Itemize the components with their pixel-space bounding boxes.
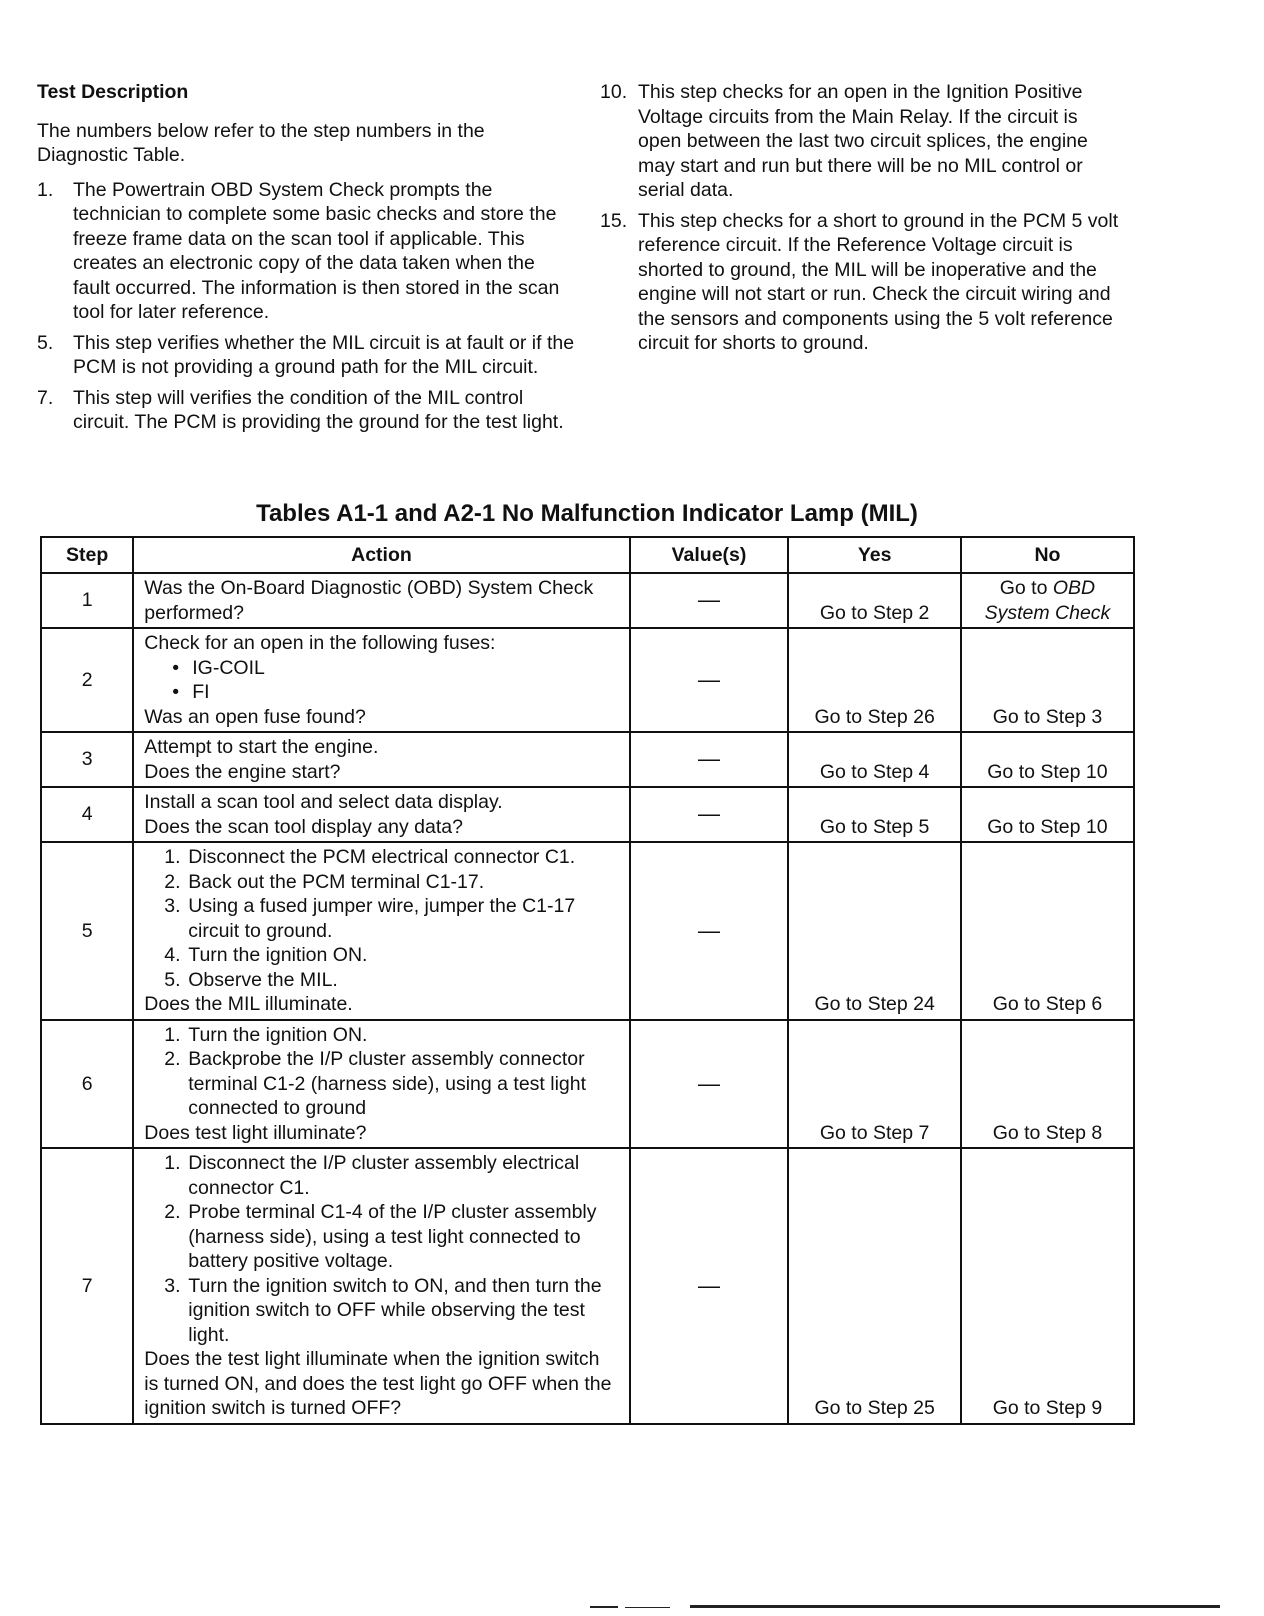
action-question: Does the scan tool display any data? <box>144 815 463 838</box>
yes-cell: Go to Step 26 <box>788 628 961 732</box>
no-cell <box>961 573 1134 628</box>
step-number: 4 <box>41 787 133 842</box>
substep-item <box>144 845 618 870</box>
table-row <box>41 628 1134 732</box>
note-number: 5. <box>37 331 54 354</box>
value-cell: — <box>630 842 789 1020</box>
yes-cell: Go to Step 4 <box>788 732 961 787</box>
no-cell: Go to Step 10 <box>961 787 1134 842</box>
action-question: Does the MIL illuminate. <box>144 993 353 1015</box>
action-cell <box>133 628 629 732</box>
substep-item <box>144 1274 618 1348</box>
header-step: Step <box>41 537 133 573</box>
note-text: This step will verifies the condition of the MIL control circuit. The PCM is providing the ground for the test light. <box>73 386 564 433</box>
step-number: 7 <box>41 1148 133 1424</box>
header-yes: Yes <box>788 537 961 573</box>
substep-text: Turn the ignition ON. <box>188 1023 368 1046</box>
substep-text: Backprobe the I/P cluster assembly connector terminal C1-2 (harness side), using a test light connected to ground <box>188 1048 587 1119</box>
yes-cell: Go to Step 24 <box>788 842 961 1020</box>
yes-cell: Go to Step 5 <box>788 787 961 842</box>
no-prefix: Go to <box>999 577 1053 599</box>
value-cell: — <box>630 787 789 842</box>
substep-item <box>144 1047 618 1121</box>
substep-text: Using a fused jumper wire, jumper the C1-17 circuit to ground. <box>188 895 576 942</box>
substep-item <box>144 968 618 993</box>
yes-cell: Go to Step 2 <box>788 573 961 628</box>
substep-text: Turn the ignition ON. <box>188 944 368 966</box>
action-lead: Install a scan tool and select data display. <box>144 791 503 813</box>
step-number: 5 <box>41 842 133 1020</box>
note-text: This step checks for a short to ground in the PCM 5 volt reference circuit. If the Reference Voltage circuit is shorted to ground, the MIL will be inoperative and the engine will not start or run. Check the circuit wiring and the sensors and components using the 5 volt reference circuit for shorts to ground. <box>638 209 1119 354</box>
substep-item <box>144 1023 618 1048</box>
substep-list <box>144 1151 618 1347</box>
value-cell: — <box>630 1148 789 1424</box>
substep-number: 1. <box>164 1023 181 1046</box>
footer-rule <box>625 1607 670 1608</box>
substep-item <box>144 1151 618 1200</box>
table-row <box>41 787 1134 842</box>
note-number: 1. <box>37 178 54 201</box>
step-number: 3 <box>41 732 133 787</box>
note-number: 7. <box>37 386 54 409</box>
notes-left-list <box>37 178 577 435</box>
footer-rule <box>690 1605 1220 1608</box>
note-number: 15. <box>600 209 628 232</box>
action-cell <box>133 787 629 842</box>
yes-cell: Go to Step 25 <box>788 1148 961 1424</box>
note-text: The Powertrain OBD System Check prompts the technician to complete some basic checks and store the freeze frame data on the scan tool if applicable. This creates an electronic copy of the data taken when the fault occurred. The information is then stored in the scan tool for later reference. <box>73 178 560 323</box>
test-description-right <box>600 80 1120 362</box>
note-item <box>600 209 1120 356</box>
table-header-row <box>41 537 1134 573</box>
table-row <box>41 1020 1134 1149</box>
action-question: Does the engine start? <box>144 760 341 783</box>
substep-number: 5. <box>164 968 181 991</box>
substep-text: Disconnect the PCM electrical connector C1. <box>188 846 576 868</box>
substep-number: 1. <box>164 846 181 868</box>
substep-text: Disconnect the I/P cluster assembly electrical connector C1. <box>188 1152 580 1199</box>
substep-item <box>144 943 618 968</box>
substep-number: 2. <box>164 1048 181 1070</box>
action-question: Does the test light illuminate when the ignition switch is turned ON, and does the test light go OFF when the ignition switch is turned OFF? <box>144 1348 612 1419</box>
no-cell: Go to Step 3 <box>961 628 1134 732</box>
step-number: 1 <box>41 573 133 628</box>
note-item <box>600 80 1120 203</box>
note-item <box>37 386 577 435</box>
footer-rule <box>590 1606 618 1608</box>
value-cell: — <box>630 628 789 732</box>
value-cell: — <box>630 732 789 787</box>
value-cell: — <box>630 573 789 628</box>
action-cell <box>133 573 629 628</box>
substep-number: 2. <box>164 1201 181 1223</box>
substep-text: Probe terminal C1-4 of the I/P cluster assembly (harness side), using a test light connected to battery positive voltage. <box>188 1201 597 1272</box>
yes-cell: Go to Step 7 <box>788 1020 961 1149</box>
no-cell: Go to Step 8 <box>961 1020 1134 1149</box>
action-question: Was the On-Board Diagnostic (OBD) System Check performed? <box>144 577 594 624</box>
table-row <box>41 842 1134 1020</box>
note-item <box>37 178 577 325</box>
test-description-left <box>37 80 577 441</box>
substep-list <box>144 845 618 992</box>
header-no: No <box>961 537 1134 573</box>
action-lead: Attempt to start the engine. <box>144 736 379 758</box>
action-lead: Check for an open in the following fuses: <box>144 632 496 654</box>
table-row <box>41 573 1134 628</box>
substep-list <box>144 1023 618 1121</box>
action-cell <box>133 1148 629 1424</box>
no-italic-link: OBD System Check <box>984 577 1111 624</box>
substep-number: 3. <box>164 1274 181 1297</box>
action-cell <box>133 732 629 787</box>
substep-item <box>144 1200 618 1274</box>
table-title: Tables A1-1 and A2-1 No Malfunction Indicator Lamp (MIL) <box>256 500 918 527</box>
substep-item <box>144 894 618 943</box>
substep-text: Observe the MIL. <box>188 968 338 991</box>
diagnostic-table <box>40 536 1135 1425</box>
action-question: Does test light illuminate? <box>144 1121 367 1144</box>
substep-number: 2. <box>164 870 181 893</box>
note-number: 10. <box>600 81 628 103</box>
table-row <box>41 1148 1134 1424</box>
note-text: This step checks for an open in the Ignition Positive Voltage circuits from the Main Relay. If the circuit is open between the last two circuit splices, the engine may start and run but there will be no MIL control or serial data. <box>638 81 1088 201</box>
test-description-heading: Test Description <box>37 81 189 103</box>
value-cell: — <box>630 1020 789 1149</box>
action-cell <box>133 1020 629 1149</box>
step-number: 2 <box>41 628 133 732</box>
header-action: Action <box>133 537 629 573</box>
substep-text: Turn the ignition switch to ON, and then turn the ignition switch to OFF while observing the test light. <box>188 1274 602 1346</box>
substep-number: 1. <box>164 1152 181 1174</box>
test-description-intro: The numbers below refer to the step numbers in the Diagnostic Table. <box>37 119 485 166</box>
substep-number: 3. <box>164 895 181 917</box>
substep-number: 4. <box>164 944 181 966</box>
fuse-bullet: • FI <box>144 680 618 705</box>
step-number: 6 <box>41 1020 133 1149</box>
table-row <box>41 732 1134 787</box>
no-cell: Go to Step 9 <box>961 1148 1134 1424</box>
note-item <box>37 331 577 380</box>
action-cell <box>133 842 629 1020</box>
header-values: Value(s) <box>630 537 789 573</box>
no-cell: Go to Step 6 <box>961 842 1134 1020</box>
substep-item <box>144 870 618 895</box>
notes-right-list <box>600 80 1120 356</box>
substep-text: Back out the PCM terminal C1-17. <box>188 870 485 893</box>
fuse-bullet: • IG-COIL <box>144 656 618 681</box>
no-cell: Go to Step 10 <box>961 732 1134 787</box>
action-question: Was an open fuse found? <box>144 705 366 728</box>
note-text: This step verifies whether the MIL circuit is at fault or if the PCM is not providing a ground path for the MIL circuit. <box>73 331 575 378</box>
